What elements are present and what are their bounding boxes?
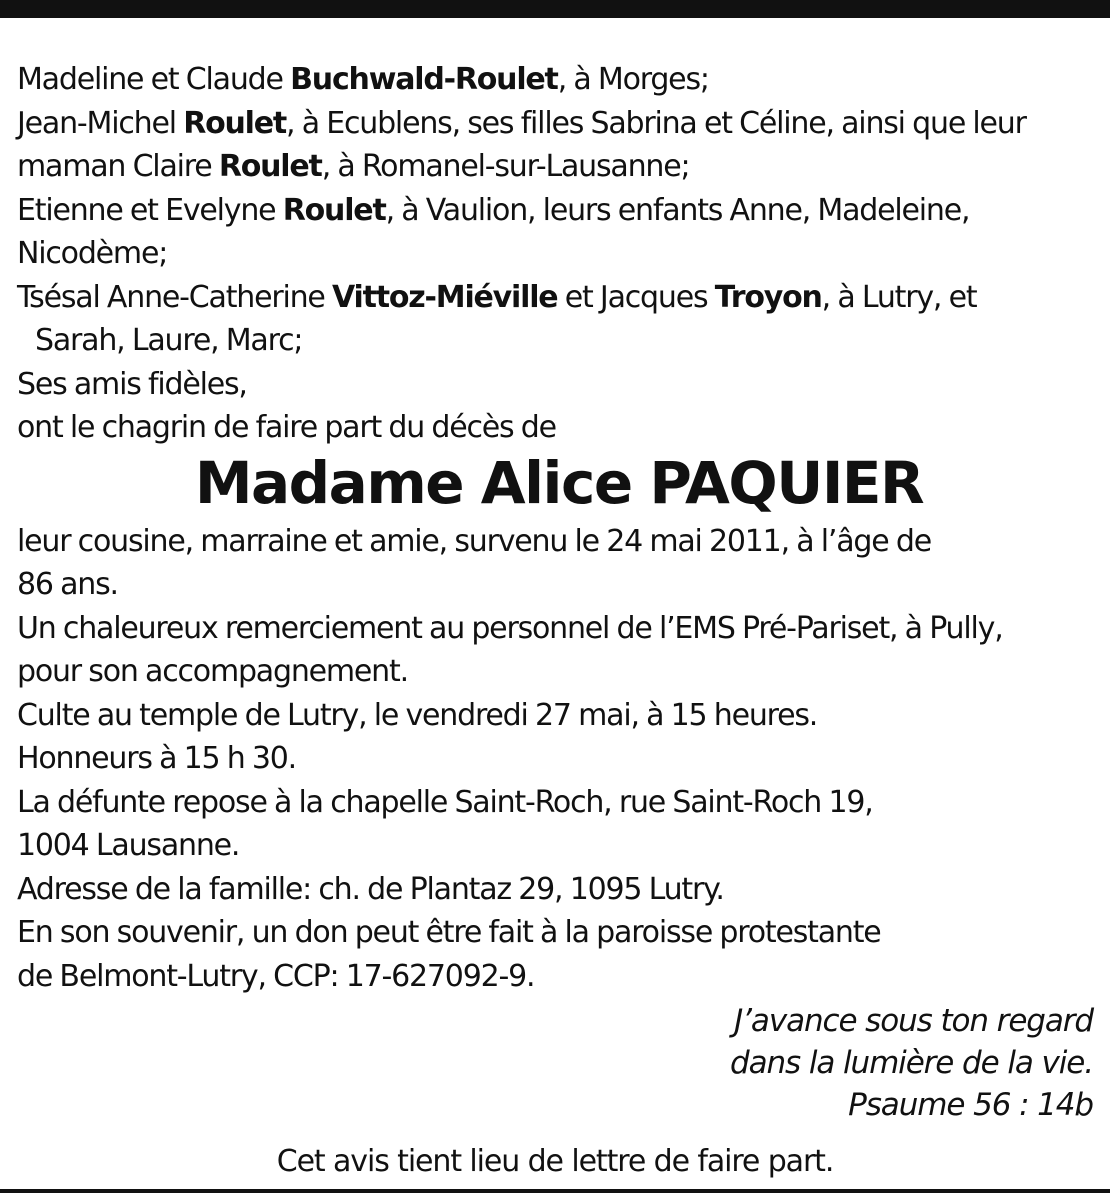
family-line: maman Claire Roulet, à Romanel-sur-Lausanne; — [17, 149, 690, 184]
family-line: Tsésal Anne-Catherine Vittoz-Miéville et Jacques Troyon, à Lutry, et — [17, 279, 977, 315]
family-surname: Vittoz-Miéville — [332, 279, 558, 315]
family-surname: Roulet — [282, 192, 386, 228]
family-line: Jean-Michel Roulet, à Ecublens, ses filles Sabrina et Céline, ainsi que leur — [17, 105, 1026, 141]
detail-line: pour son accompagnement. — [17, 654, 408, 689]
family-line: Etienne et Evelyne Roulet, à Vaulion, leurs enfants Anne, Madeleine, — [17, 192, 970, 228]
announcement-line: ont le chagrin de faire part du décès de — [17, 410, 556, 445]
detail-line: La défunte repose à la chapelle Saint-Roch, rue Saint-Roch 19, — [17, 784, 873, 820]
verse-line: dans la lumière de la vie. — [730, 1045, 1093, 1081]
verse-line: J’avance sous ton regard — [734, 1003, 1093, 1039]
family-surname: Troyon — [714, 279, 822, 315]
detail-line: Adresse de la famille: ch. de Plantaz 29, 1095 Lutry. — [17, 871, 724, 907]
family-surname: Roulet — [183, 105, 287, 141]
family-line: Sarah, Laure, Marc; — [35, 323, 303, 358]
family-line: Madeline et Claude Buchwald-Roulet, à Morges; — [17, 62, 709, 97]
obituary-notice — [17, 58, 1101, 998]
closing-note: Cet avis tient lieu de lettre de faire part. — [276, 1144, 834, 1179]
bottom-border-rule — [0, 1189, 1110, 1193]
verse-reference: Psaume 56 : 14b — [848, 1087, 1093, 1123]
detail-line: de Belmont-Lutry, CCP: 17-627092-9. — [17, 958, 535, 994]
family-surname: Roulet — [218, 149, 322, 184]
detail-line: En son souvenir, un don peut être fait à la paroisse protestante — [17, 915, 881, 950]
detail-line: leur cousine, marraine et amie, survenu le 24 mai 2011, à l’âge de — [17, 523, 931, 559]
detail-line: Honneurs à 15 h 30. — [17, 741, 297, 776]
deceased-name-heading: Madame Alice PAQUIER — [194, 448, 924, 517]
detail-line: 1004 Lausanne. — [17, 828, 240, 863]
psalm-verse — [730, 1000, 1093, 1126]
top-border-rule — [0, 0, 1110, 18]
family-line: Ses amis fidèles, — [17, 366, 247, 402]
family-line: Nicodème; — [17, 236, 168, 271]
detail-line: 86 ans. — [17, 567, 118, 602]
family-surname: Buchwald-Roulet — [290, 62, 558, 97]
detail-line: Un chaleureux remerciement au personnel de l’EMS Pré-Pariset, à Pully, — [17, 610, 1003, 646]
detail-line: Culte au temple de Lutry, le vendredi 27 mai, à 15 heures. — [17, 697, 818, 733]
